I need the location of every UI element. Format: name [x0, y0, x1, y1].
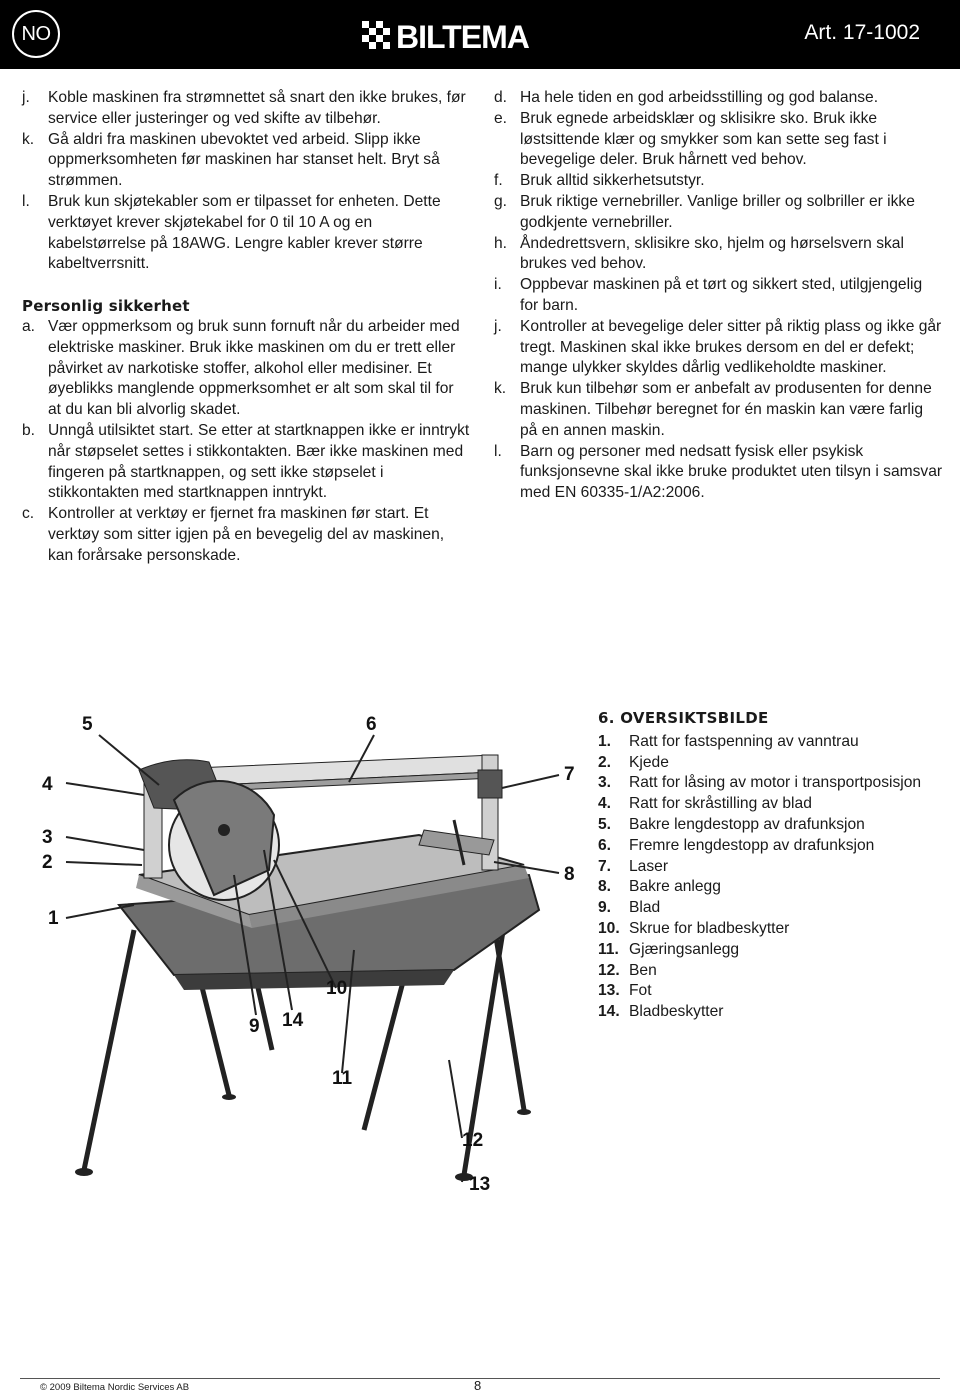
- list-item: [494, 109, 944, 171]
- callout-number: 3: [42, 827, 53, 848]
- tile-saw-illustration: [24, 700, 594, 1220]
- list-item-letter: f.: [494, 172, 503, 190]
- page-header: [0, 0, 960, 69]
- overview-item-label: Ben: [629, 961, 657, 979]
- overview-item-label: Blad: [629, 899, 661, 917]
- list-item: [494, 442, 944, 504]
- list-item: [494, 192, 944, 234]
- overview-item: [598, 773, 938, 794]
- callout-number: 9: [249, 1016, 260, 1037]
- overview-item: [598, 940, 938, 961]
- list-item-text: Koble maskinen fra strømnettet så snart den ikke brukes, før service eller justeringer og ved skifte av tilbehør.: [48, 89, 466, 127]
- overview-item-label: Skrue for bladbeskytter: [629, 919, 790, 937]
- list-item-letter: j.: [494, 317, 502, 335]
- callout-number: 8: [564, 864, 575, 885]
- overview-item: [598, 898, 938, 919]
- overview-item-number: 6.: [598, 836, 612, 854]
- overview-item-label: Fot: [629, 982, 652, 1000]
- list-item-letter: b.: [22, 421, 36, 439]
- callout-number: 4: [42, 774, 53, 795]
- list-item-text: Barn og personer med nedsatt fysisk eller psykisk funksjonsevne skal ikke bruke produktet uten tilsyn i samsvar med EN 60335-1/A2:2006.: [520, 442, 943, 502]
- callout-number: 5: [82, 714, 93, 735]
- list-item-text: Bruk riktige vernebriller. Vanlige briller og solbriller er ikke godkjente vernebriller.: [520, 192, 915, 231]
- list-item-text: Bruk kun tilbehør som er anbefalt av produsenten for denne maskinen. Tilbehør beregnet for én maskin kan være farlig på en annen maskin.: [520, 380, 932, 439]
- section-title-personal-safety: Personlig sikkerhet: [22, 297, 190, 316]
- overview-item-label: Laser: [629, 857, 669, 875]
- overview-item-label: Gjæringsanlegg: [629, 940, 740, 958]
- list-item-text: Gå aldri fra maskinen ubevoktet ved arbeid. Slipp ikke oppmerksomheten før maskinen har stanset helt. Bryt så strømmen.: [48, 130, 440, 190]
- list-item-letter: l.: [494, 442, 502, 460]
- list-item-letter: l.: [22, 192, 30, 210]
- list-item: [22, 504, 470, 566]
- overview-list: [598, 708, 938, 1023]
- overview-item: [598, 815, 938, 836]
- overview-item-number: 8.: [598, 878, 612, 896]
- biltema-logo: [362, 15, 602, 55]
- callout-number: 10: [326, 978, 348, 999]
- list-item-text: Bruk egnede arbeidsklær og sklisikre sko. Bruk ikke løstsittende klær og smykker som kan sette seg fast i bevegelige deler. Bruk hårnett ved behov.: [520, 109, 887, 169]
- overview-item-number: 4.: [598, 795, 612, 813]
- overview-item-label: Bladbeskytter: [629, 1003, 724, 1021]
- list-item-text: Kontroller at verktøy er fjernet fra maskinen før start. Et verktøy som sitter igjen på en bevegelig del av maskinen, kan forårsake personskade.: [48, 505, 445, 564]
- overview-item-label: Bakre anlegg: [629, 878, 721, 896]
- overview-item: [598, 981, 938, 1002]
- overview-item-number: 7.: [598, 857, 612, 875]
- left-column: [22, 88, 470, 567]
- overview-item-number: 10.: [598, 919, 620, 937]
- callout-number: 12: [462, 1130, 484, 1151]
- list-item: [22, 192, 470, 275]
- overview-item-number: 2.: [598, 753, 612, 771]
- overview-item-number: 1.: [598, 732, 612, 750]
- callout-number: 11: [332, 1068, 353, 1089]
- article-number: Art. 17-1002: [804, 21, 920, 44]
- list-item: [22, 88, 470, 130]
- overview-item: [598, 836, 938, 857]
- overview-item: [598, 919, 938, 940]
- list-item-letter: e.: [494, 109, 508, 127]
- callout-number: 14: [282, 1010, 304, 1031]
- list-item: [494, 317, 944, 379]
- callout-number: 2: [42, 852, 53, 873]
- overview-item: [598, 857, 938, 878]
- overview-item: [598, 961, 938, 982]
- list-item-text: Bruk alltid sikkerhetsutstyr.: [520, 172, 705, 190]
- overview-item: [598, 1002, 938, 1023]
- overview-item: [598, 794, 938, 815]
- overview-item-number: 9.: [598, 899, 612, 917]
- overview-item-number: 5.: [598, 815, 612, 833]
- overview-item: [598, 732, 938, 753]
- list-item-letter: a.: [22, 317, 36, 335]
- list-item-text: Oppbevar maskinen på et tørt og sikkert sted, utilgjengelig for barn.: [520, 276, 923, 314]
- right-column: [494, 88, 944, 504]
- overview-item-label: Kjede: [629, 753, 669, 771]
- list-item-letter: j.: [22, 89, 30, 106]
- list-item: [494, 379, 944, 441]
- overview-item-label: Ratt for fastspenning av vanntrau: [629, 732, 859, 750]
- overview-item-number: 13.: [598, 982, 620, 1000]
- list-item-letter: c.: [22, 505, 35, 523]
- overview-item: [598, 753, 938, 774]
- callout-number: 6: [366, 714, 377, 735]
- callout-number: 7: [564, 764, 575, 785]
- overview-item-number: 11.: [598, 940, 619, 958]
- list-item: [22, 421, 470, 504]
- footer-copyright: © 2009 Biltema Nordic Services AB: [40, 1382, 190, 1393]
- list-item-text: Kontroller at bevegelige deler sitter på riktig plass og ikke går tregt. Maskinen skal ikke brukes dersom en del er defekt; mange ulykker skyldes dårlig vedlikeholdte maskiner.: [520, 317, 942, 377]
- list-item-text: Åndedrettsvern, sklisikre sko, hjelm og hørselsvern skal brukes ved behov.: [520, 234, 904, 273]
- list-item: [22, 130, 470, 192]
- list-item-text: Ha hele tiden en god arbeidsstilling og god balanse.: [520, 89, 879, 106]
- overview-title: 6. OVERSIKTSBILDE: [598, 709, 769, 727]
- overview-item-label: Ratt for skråstilling av blad: [629, 795, 812, 813]
- list-item: [494, 171, 944, 192]
- page-number: 8: [474, 1378, 482, 1393]
- list-item-text: Vær oppmerksom og bruk sunn fornuft når du arbeider med elektriske maskiner. Bruk ikke maskinen om du er trett eller påvirket av narkotiske stoffer, alkohol eller medisiner. Et øyeblikks manglende oppmerksomhet er alt som skal til for at du kan bli alvorlig skadet.: [48, 317, 460, 419]
- callout-number: 13: [469, 1174, 491, 1195]
- overview-item: [598, 877, 938, 898]
- overview-item-label: Bakre lengdestopp av drafunksjon: [629, 815, 865, 833]
- list-item: [494, 88, 944, 109]
- overview-item-label: Ratt for låsing av motor i transportposisjon: [629, 774, 922, 792]
- list-item-letter: d.: [494, 89, 508, 106]
- overview-item-number: 14.: [598, 1003, 620, 1021]
- list-item-letter: k.: [494, 380, 507, 398]
- list-item-letter: k.: [22, 130, 35, 148]
- list-item-text: Unngå utilsiktet start. Se etter at startknappen ikke er inntrykt når støpselet settes i stikkontakten. Bær ikke maskinen med fingeren på startknappen, og sett ikke støpselet i stikkontakten med startknappen inntrykt.: [48, 421, 470, 502]
- list-item-text: Bruk kun skjøtekabler som er tilpasset for enheten. Dette verktøyet krever skjøtekabel for 0 til 10 A og en kabelstørrelse på 18AWG. Lengre kabler krever større kabeltverrsnitt.: [48, 192, 441, 273]
- language-badge: NO: [12, 10, 60, 58]
- list-item: [494, 234, 944, 276]
- list-item-letter: h.: [494, 234, 508, 252]
- overview-item-number: 3.: [598, 774, 612, 792]
- list-item: [494, 275, 944, 317]
- list-item-letter: g.: [494, 192, 508, 210]
- overview-item-label: Fremre lengdestopp av drafunksjon: [629, 836, 875, 854]
- list-item: [22, 317, 470, 421]
- svg-text:BILTEMA: BILTEMA: [396, 19, 529, 55]
- overview-item-number: 12.: [598, 961, 620, 979]
- callout-number: 1: [48, 908, 59, 929]
- list-item-letter: i.: [494, 276, 502, 294]
